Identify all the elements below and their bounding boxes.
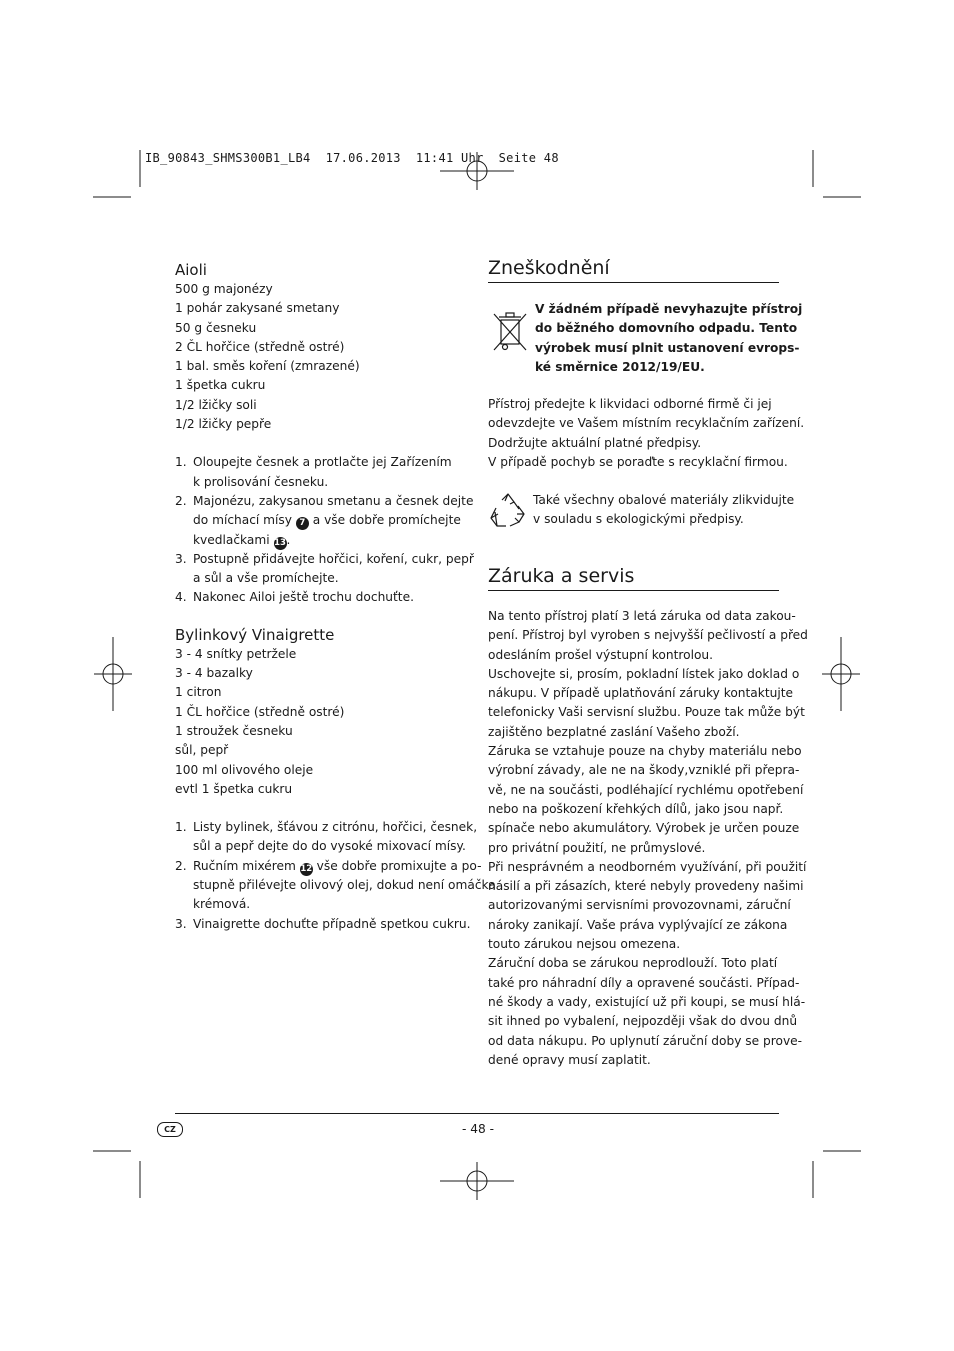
part-number-marker: 12 bbox=[300, 863, 313, 874]
ingredient: 100 ml olivového oleje bbox=[175, 762, 314, 777]
left-column bbox=[175, 260, 496, 934]
recipe-title-aioli: Aioli bbox=[175, 261, 207, 279]
step: 3. Vinaigrette dochuťte případně spetkou cukru. bbox=[175, 916, 471, 931]
disposal-body: Přístroj předejte k likvidaci odborné firmě či jej odevzdejte ve Vašem místním recyklačním zařízení. Dodržujte aktuální platné předpisy. V případě pochyb se poraďte s recyklační firmou. bbox=[488, 397, 805, 469]
ingredient: 1 špetka cukru bbox=[175, 378, 266, 393]
ingredient: sůl, pepř bbox=[175, 743, 229, 758]
ingredient: 1 pohár zakysané smetany bbox=[175, 301, 340, 316]
ingredient: 1 ČL hořčice (středně ostré) bbox=[175, 704, 345, 719]
ingredient: 1/2 lžičky pepře bbox=[175, 417, 272, 432]
country-badge: CZ bbox=[157, 1122, 183, 1137]
section-rule bbox=[488, 590, 779, 591]
ingredient: evtl 1 špetka cukru bbox=[175, 781, 293, 796]
warranty-body: Na tento přístroj platí 3 letá záruka od data zakou- pení. Přístroj byl vyroben s nejvyšší pečlivostí a před odesláním prošel výstupní kontrolou. Uschovejte si, prosím, pokladní lístek jako doklad o nákupu. V případě uplatňování záruky kontaktujte telefonicky Vaši servisní službu. Pouze tak může být zajištěno bezplatné zaslání Vašeho zboží. Záruka se vztahuje pouze na chyby materiálu nebo výrobní závady, ale ne na škody,vzniklé při přepra- vě, ne na součásti, podléhající rychlému opotřebení nebo na poškození křehkých dílů, jako jsou např. spínače nebo akumulátory. Výrobek je určen pouze pro privátní použití, ne průmyslové. Při nesprávném a neodborném využívání, při použití násilí a při zásazích, které nebyly provedeny našimi autorizovanými servisními provozovnami, záruční nároky zanikají. Vaše práva vyplývající ze zákona touto zárukou nejsou omezena. Záruční doba se zárukou neprodlouží. Toto platí také pro náhradní díly a opravené součásti. Případ- né škody a vady, existující už při koupi, se musí hlá- sit ihned po vybalení, nejpozději však do dvou dnů od data nákupu. Po uplynutí záruční doby se prove- dené opravy musí zaplatit. bbox=[488, 609, 808, 1067]
aioli-ingredients bbox=[175, 280, 465, 434]
aioli-steps bbox=[175, 453, 474, 607]
section-title-warranty: Záruka a servis bbox=[488, 565, 635, 587]
part-number-marker: 7 bbox=[296, 517, 309, 530]
step: 2. Ručním mixérem 12 vše dobře promixujte a po- stupně přilévejte olivový olej, dokud není omáčka krémová. bbox=[175, 858, 496, 912]
section-rule bbox=[488, 282, 779, 283]
step: 3. Postupně přidávejte hořčici, koření, cukr, pepř a sůl a vše promíchejte. bbox=[175, 551, 474, 586]
packaging-note: Také všechny obalové materiály zlikvidujte v souladu s ekologickými předpisy. bbox=[533, 493, 795, 527]
ingredient: 1 citron bbox=[175, 685, 222, 700]
ingredient: 1 stroužek česneku bbox=[175, 723, 293, 738]
step: 4. Nakonec Ailoi ještě trochu dochuťte. bbox=[175, 590, 414, 605]
ingredient: 50 g česneku bbox=[175, 320, 257, 335]
section-title-disposal: Zneškodnění bbox=[488, 257, 610, 279]
ingredient: 3 - 4 snítky petržele bbox=[175, 646, 297, 661]
step: 2. Majonézu, zakysanou smetanu a česnek dejte do míchací mísy 7 a vše dobře promíchejte kvedlačkami 13. bbox=[175, 493, 474, 548]
recipe-title-vinaigrette: Bylinkový Vinaigrette bbox=[175, 625, 335, 644]
ingredient: 3 - 4 bazalky bbox=[175, 666, 253, 681]
footer-rule bbox=[175, 1113, 779, 1114]
ingredient: 500 g majonézy bbox=[175, 282, 273, 296]
step: 1. Listy bylinek, šťávou z citrónu, hořčici, česnek, sůl a pepř dejte do do vysoké mixovací mísy. bbox=[175, 820, 478, 854]
disposal-warning: V žádném případě nevyhazujte přístroj do běžného domovního odpadu. Tento výrobek musí plnit ustanovení evrops- ké směrnice 2012/19/EU. bbox=[535, 302, 803, 374]
step: 1. Oloupejte česnek a protlačte jej Zařízením k prolisování česneku. bbox=[175, 455, 452, 489]
ingredient: 2 ČL hořčice (středně ostré) bbox=[175, 339, 345, 354]
print-header: IB_90843_SHMS300B1_LB4 17.06.2013 11:41 Uhr Seite 48 bbox=[145, 151, 559, 165]
page-number: - 48 - bbox=[462, 1122, 495, 1136]
crossed-out-wheelie-bin-icon bbox=[490, 308, 530, 354]
recycling-symbol-icon bbox=[488, 492, 528, 530]
part-number-marker: 13 bbox=[274, 537, 286, 548]
ingredient: 1/2 lžičky soli bbox=[175, 397, 257, 412]
ingredient: 1 bal. směs koření (zmrazené) bbox=[175, 359, 360, 374]
vinaigrette-ingredients bbox=[175, 645, 465, 799]
vinaigrette-steps bbox=[175, 818, 496, 934]
